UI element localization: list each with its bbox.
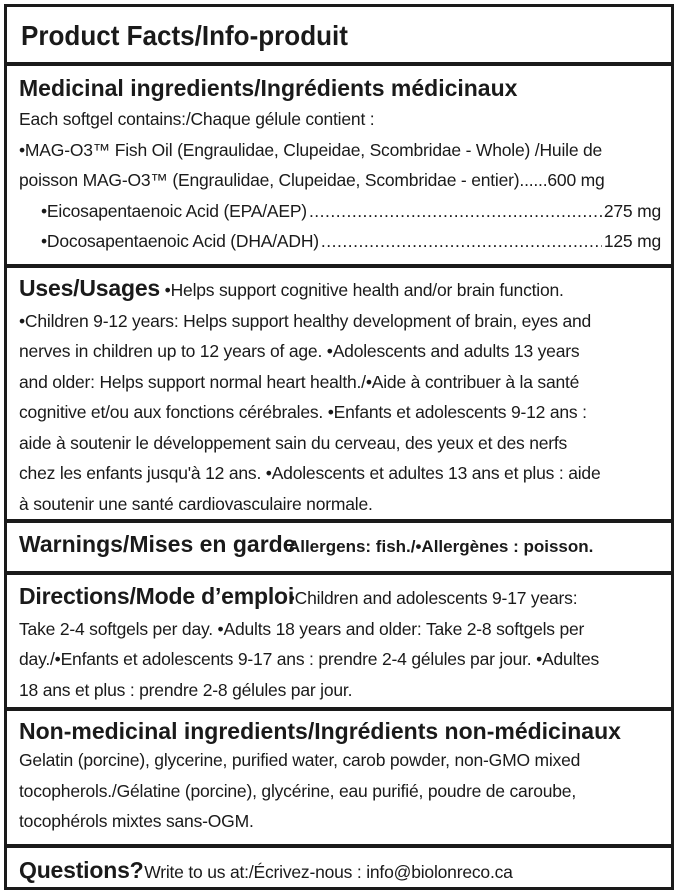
nonmed-heading: Non-medicinal ingredients/Ingrédients non-médicinaux	[19, 718, 621, 744]
uses-line: and older: Helps support normal heart health./•Aide à contribuer à la santé	[19, 371, 580, 392]
epa-label: •Eicosapentaenoic Acid (EPA/AEP)	[41, 200, 307, 221]
nonmed-section	[7, 707, 671, 844]
product-facts-panel	[4, 4, 674, 890]
uses-line: •Children 9-12 years: Helps support healthy development of brain, eyes and	[19, 310, 592, 331]
directions-line: •Children and adolescents 9-17 years:	[288, 588, 578, 608]
page-title: Product Facts/Info-produit	[21, 20, 348, 51]
directions-line: day./•Enfants et adolescents 9-17 ans : prendre 2-4 gélules par jour. •Adultes	[19, 649, 600, 669]
nonmed-line: tocopherols./Gélatine (porcine), glycérine, eau purifié, poudre de caroube,	[19, 780, 577, 801]
uses-line: cognitive et/ou aux fonctions cérébrales. •Enfants et adolescents 9-12 ans :	[19, 402, 587, 422]
uses-section	[7, 264, 671, 519]
dha-row	[19, 226, 661, 257]
medicinal-line-1: •MAG-O3™ Fish Oil (Engraulidae, Clupeidae, Scombridae - Whole) /Huile de	[19, 139, 603, 160]
questions-contact: Write to us at:/Écrivez-nous : info@biolonreco.ca	[144, 862, 513, 882]
warnings-text: Allergens: fish./•Allergènes : poisson.	[287, 537, 594, 556]
uses-heading: Uses/Usages	[19, 275, 160, 301]
leader-dots	[309, 196, 602, 227]
epa-amount: 275 mg	[603, 200, 661, 221]
questions-section	[7, 844, 671, 887]
directions-heading: Directions/Mode d’emploi	[19, 583, 295, 609]
warnings-heading: Warnings/Mises en garde	[19, 531, 296, 557]
medicinal-section	[7, 62, 671, 264]
uses-line: à soutenir une santé cardiovasculaire normale.	[19, 493, 373, 514]
directions-line: 18 ans et plus : prendre 2-8 gélules par jour.	[19, 679, 353, 700]
medicinal-intro: Each softgel contains:/Chaque gélule contient :	[19, 109, 375, 129]
warnings-section	[7, 519, 671, 571]
nonmed-line: Gelatin (porcine), glycerine, purified water, carob powder, non-GMO mixed	[19, 750, 581, 770]
epa-row	[19, 196, 661, 227]
medicinal-heading: Medicinal ingredients/Ingrédients médicinaux	[19, 75, 518, 101]
directions-section	[7, 571, 671, 707]
uses-line: aide à soutenir le développement sain du cerveau, des yeux et des nerfs	[19, 432, 568, 453]
medicinal-line-2: poisson MAG-O3™ (Engraulidae, Clupeidae, Scombridae - entier)......600 mg	[19, 170, 605, 190]
title-section	[7, 7, 671, 62]
leader-dots	[321, 226, 602, 257]
dha-amount: 125 mg	[603, 231, 661, 251]
directions-line: Take 2-4 softgels per day. •Adults 18 years and older: Take 2-8 softgels per	[19, 618, 585, 639]
uses-line: nerves in children up to 12 years of age. •Adolescents and adults 13 years	[19, 341, 580, 361]
questions-heading: Questions?	[19, 857, 144, 883]
dha-label: •Docosapentaenoic Acid (DHA/ADH)	[41, 231, 319, 251]
uses-line: chez les enfants jusqu'à 12 ans. •Adolescents et adultes 13 ans et plus : aide	[19, 463, 601, 483]
uses-line: •Helps support cognitive health and/or brain function.	[164, 280, 564, 300]
nonmed-line: tocophérols mixtes sans-OGM.	[19, 811, 254, 831]
